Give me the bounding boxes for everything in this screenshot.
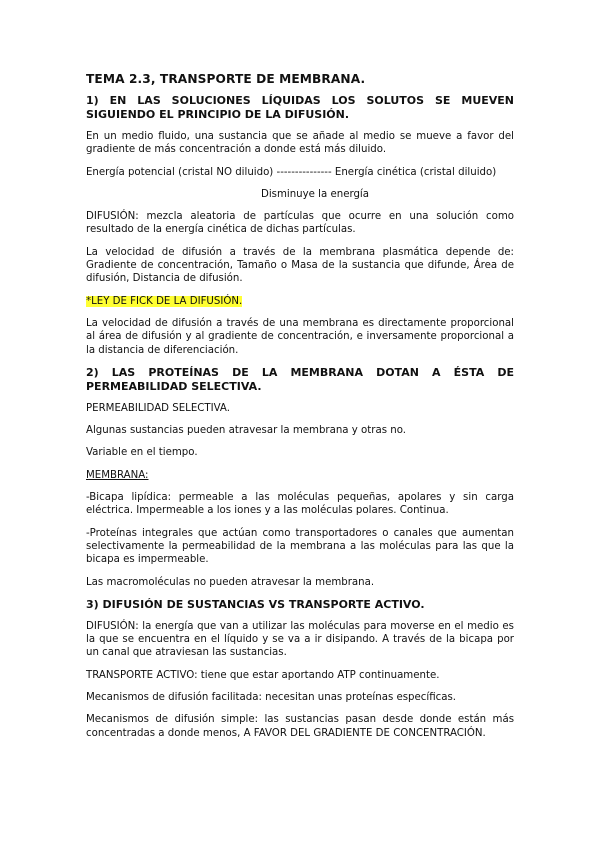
section-3-heading: 3) DIFUSIÓN DE SUSTANCIAS VS TRANSPORTE ACTIVO. [86, 597, 425, 611]
membrana-label: MEMBRANA: [86, 469, 149, 481]
paragraph: La velocidad de difusión a través de una membrana es directamente proporcional al área de difusión y al gradiente de concentración, e inversamente proporcional a la distancia de diferenciación. [86, 317, 514, 356]
document-title: TEMA 2.3, TRANSPORTE DE MEMBRANA. [86, 72, 366, 86]
section-1-heading: 1) EN LAS SOLUCIONES LÍQUIDAS LOS SOLUTOS SE MUEVEN SIGUIENDO EL PRINCIPIO DE LA DIFUSIÓN. [86, 94, 514, 121]
paragraph: Las macromoléculas no pueden atravesar la membrana. [86, 576, 375, 588]
paragraph: Mecanismos de difusión facilitada: necesitan unas proteínas específicas. [86, 692, 457, 704]
fick-law-highlight: *LEY DE FICK DE LA DIFUSIÓN. [86, 295, 243, 307]
section-2-heading: 2) LAS PROTEÍNAS DE LA MEMBRANA DOTAN A ÉSTA DE PERMEABILIDAD SELECTIVA. [86, 365, 514, 393]
paragraph: -Proteínas integrales que actúan como transportadores o canales que aumentan selectivamente la permeabilidad de la membrana a las moléculas para las que la bicapa es impermeable. [86, 527, 514, 566]
paragraph: Mecanismos de difusión simple: las sustancias pasan desde donde están más concentradas a donde menos, A FAVOR DEL GRADIENTE DE CONCENTRACIÓN. [86, 714, 514, 739]
paragraph: DIFUSIÓN: la energía que van a utilizar las moléculas para moverse en el medio es la que se encuentra en el líquido y se va a ir disipando. A través de la bicapa por un canal que atraviesan las sustancias. [86, 620, 514, 659]
paragraph: Algunas sustancias pueden atravesar la membrana y otras no. [86, 425, 407, 437]
paragraph: TRANSPORTE ACTIVO: tiene que estar aportando ATP continuamente. [86, 669, 440, 681]
paragraph: En un medio fluido, una sustancia que se añade al medio se mueve a favor del gradiente de más concentración a donde está más diluido. [86, 131, 514, 156]
paragraph: DIFUSIÓN: mezcla aleatoria de partículas que ocurre en una solución como resultado de la energía cinética de dichas partículas. [86, 211, 514, 236]
paragraph: PERMEABILIDAD SELECTIVA. [86, 402, 230, 414]
paragraph: Disminuye la energía [260, 188, 370, 200]
paragraph: Energía potencial (cristal NO diluido) --------------- Energía cinética (cristal diluido) [86, 166, 497, 178]
document-page [86, 72, 514, 749]
paragraph: La velocidad de difusión a través de la membrana plasmática depende de: Gradiente de concentración, Tamaño o Masa de la sustancia que difunde, Área de difusión, Distancia de difusión. [86, 246, 514, 285]
paragraph: -Bicapa lipídica: permeable a las moléculas pequeñas, apolares y sin carga eléctrica. Impermeable a los iones y a las moléculas polares. Continua. [86, 492, 514, 517]
paragraph: Variable en el tiempo. [86, 447, 198, 459]
